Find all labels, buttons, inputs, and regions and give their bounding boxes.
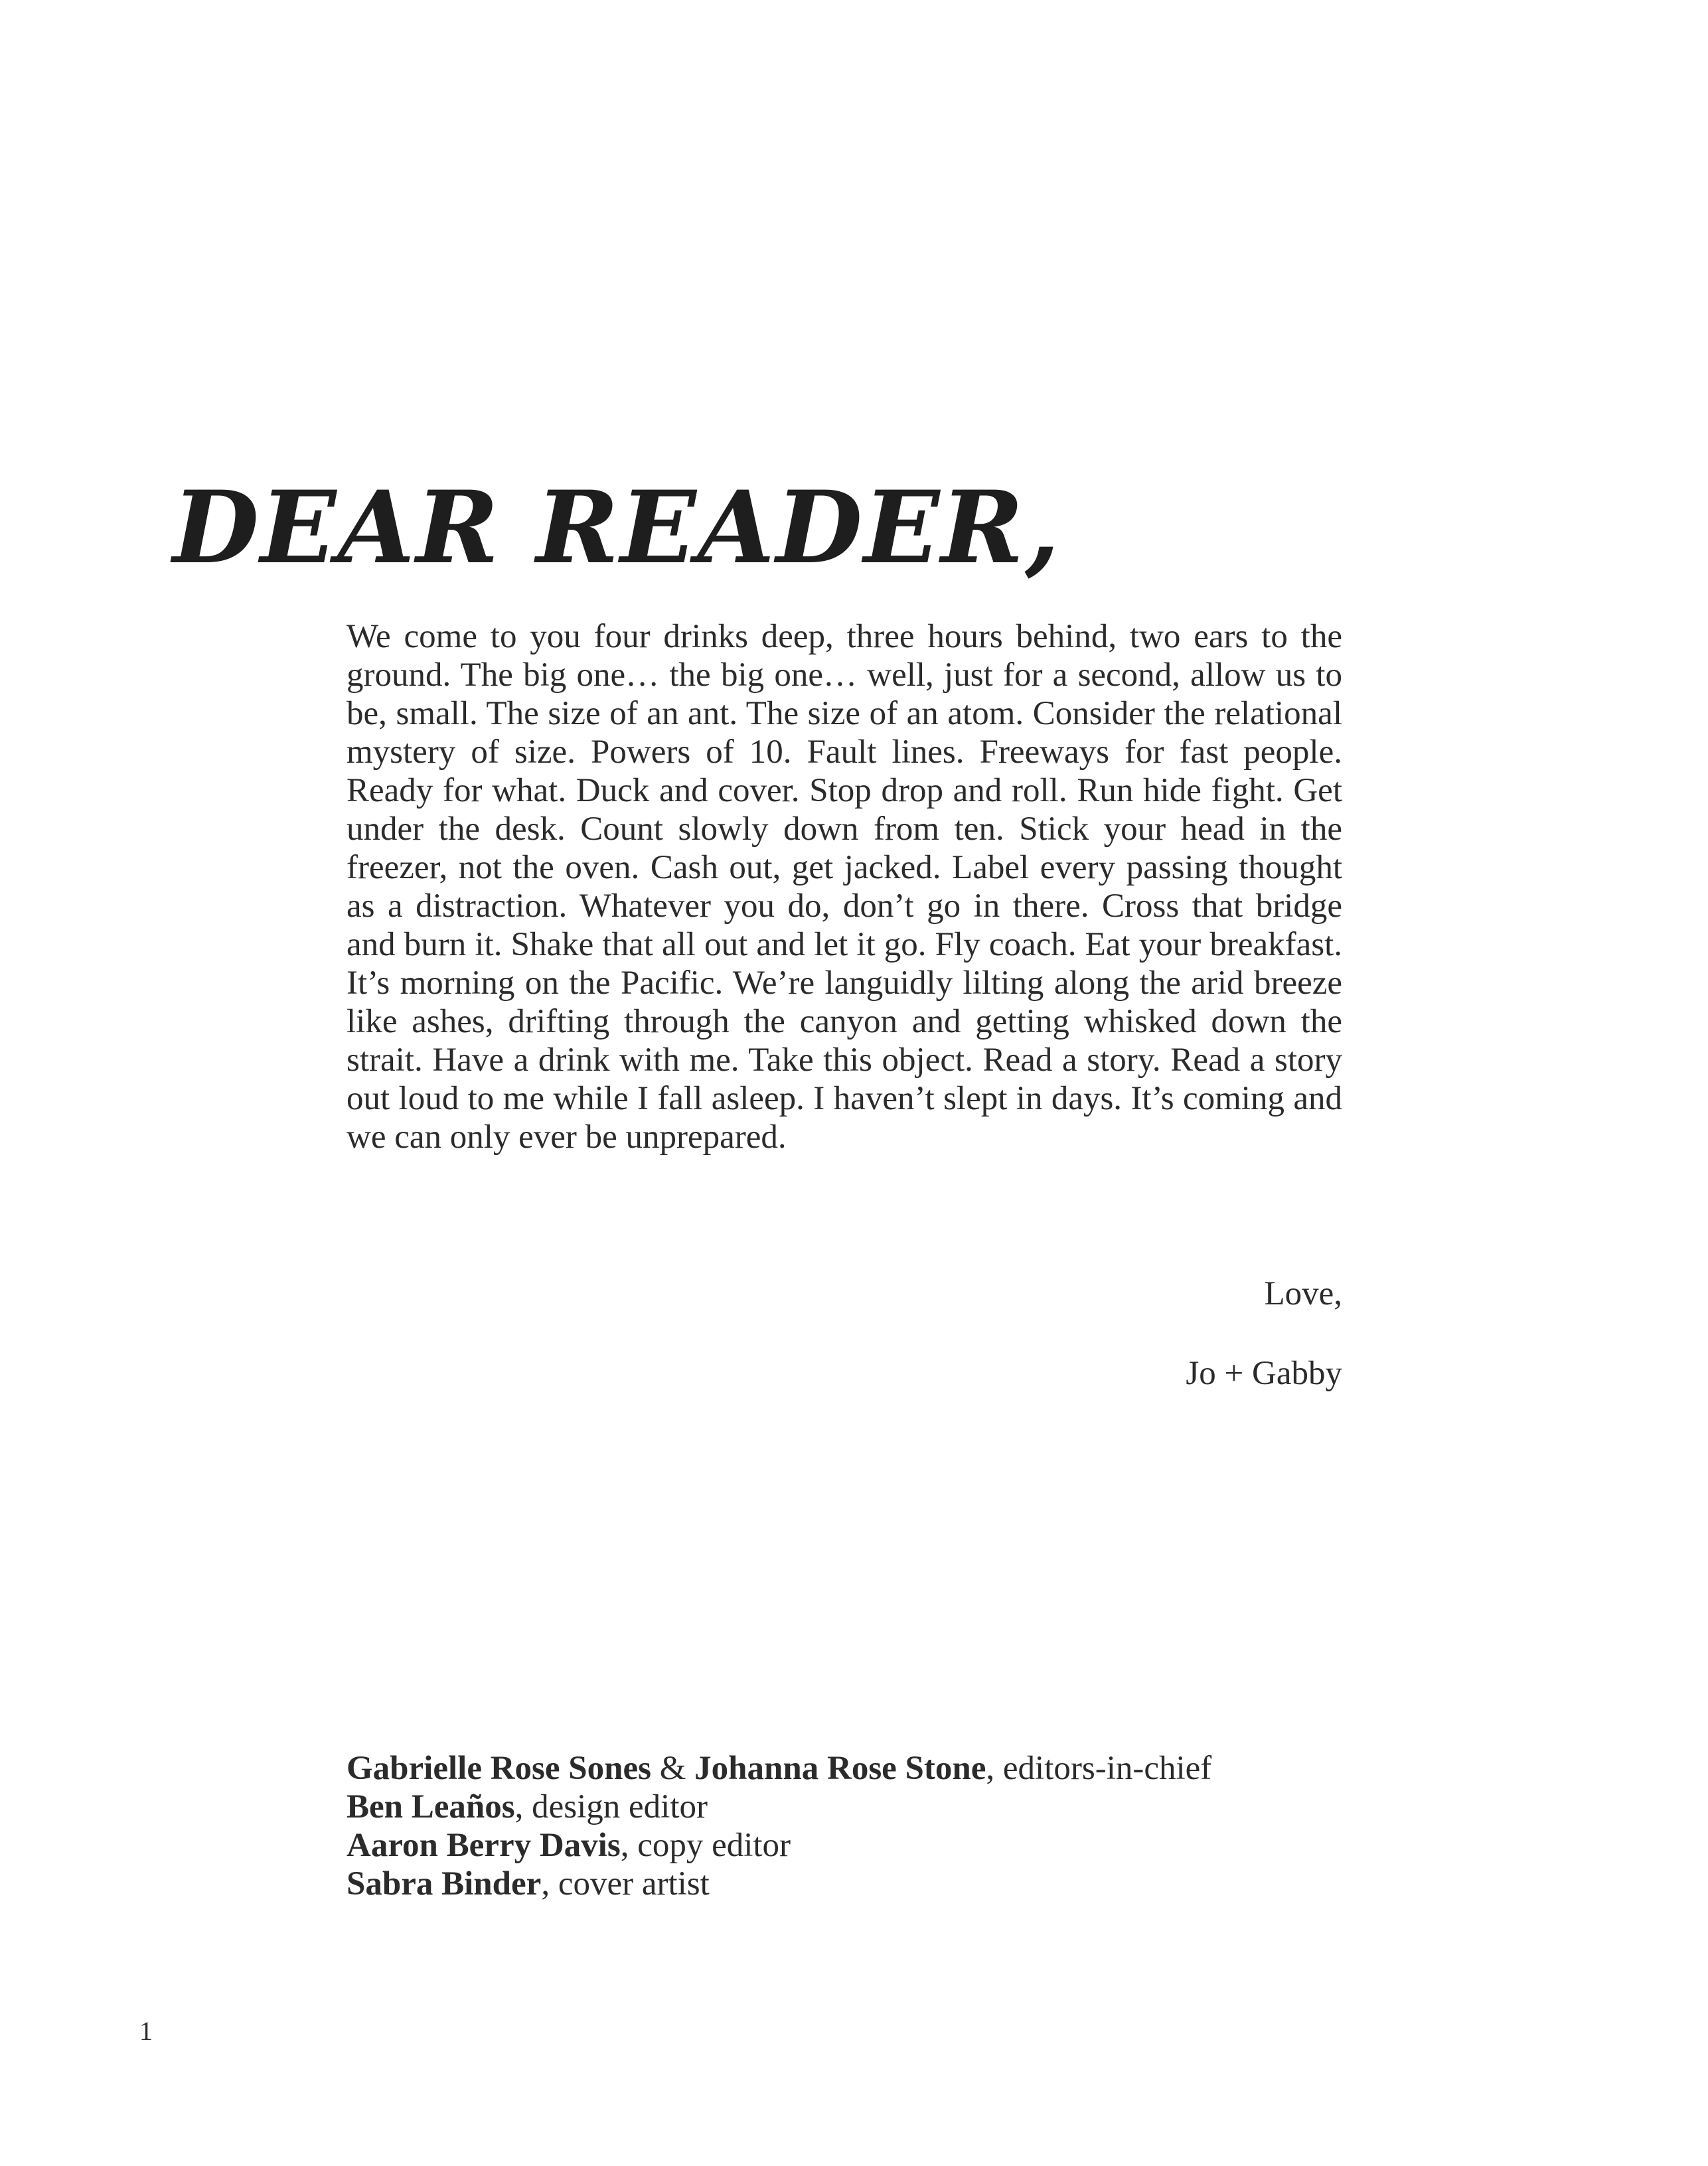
- credit-role: , editors-in-chief: [986, 1750, 1212, 1787]
- page-number: 1: [139, 2016, 153, 2046]
- credit-line: [347, 1826, 1608, 1865]
- credit-role: , cover artist: [541, 1865, 710, 1902]
- credit-name: Ben Leaños: [347, 1788, 515, 1825]
- page-title: DEAR READER,: [173, 469, 1061, 586]
- masthead-credits: [347, 1749, 1608, 1903]
- credit-joiner: &: [651, 1750, 695, 1787]
- credit-line: [347, 1788, 1608, 1826]
- letter-signature: Jo + Gabby: [1186, 1355, 1342, 1392]
- credit-name: Sabra Binder: [347, 1865, 542, 1902]
- credit-line: [347, 1749, 1608, 1788]
- credit-line: [347, 1865, 1608, 1903]
- credit-name: Gabrielle Rose Sones: [347, 1750, 651, 1787]
- letter-body: We come to you four drinks deep, three hours behind, two ears to the ground. The big one… the big one… well, just for a second, allow us to be, small. The size of an ant. The size of an atom. Consider the relational mystery of size. Powers of 10. Fault lines. Freeways for fast people. Ready for what. Duck and cover. Stop drop and roll. Run hide fight. Get under the desk. Count slowly down from ten. Stick your head in the freezer, not the oven. Cash out, get jacked. Label every passing thought as a distraction. Whatever you do, don’t go in there. Cross that bridge and burn it. Shake that all out and let it go. Fly coach. Eat your breakfast. It’s morning on the Pacific. We’re languidly lilting along the arid breeze like ashes, drifting through the canyon and getting whisked down the strait. Have a drink with me. Take this object. Read a story. Read a story out loud to me while I fall asleep. I haven’t slept in days. It’s coming and we can only ever be unprepared.: [347, 618, 1342, 1156]
- credit-name: Aaron Berry Davis: [347, 1827, 621, 1864]
- credit-role: , design editor: [514, 1788, 708, 1825]
- credit-name: Johanna Rose Stone: [694, 1750, 986, 1787]
- credit-role: , copy editor: [620, 1827, 791, 1864]
- letter-closing: Love,: [1264, 1275, 1342, 1312]
